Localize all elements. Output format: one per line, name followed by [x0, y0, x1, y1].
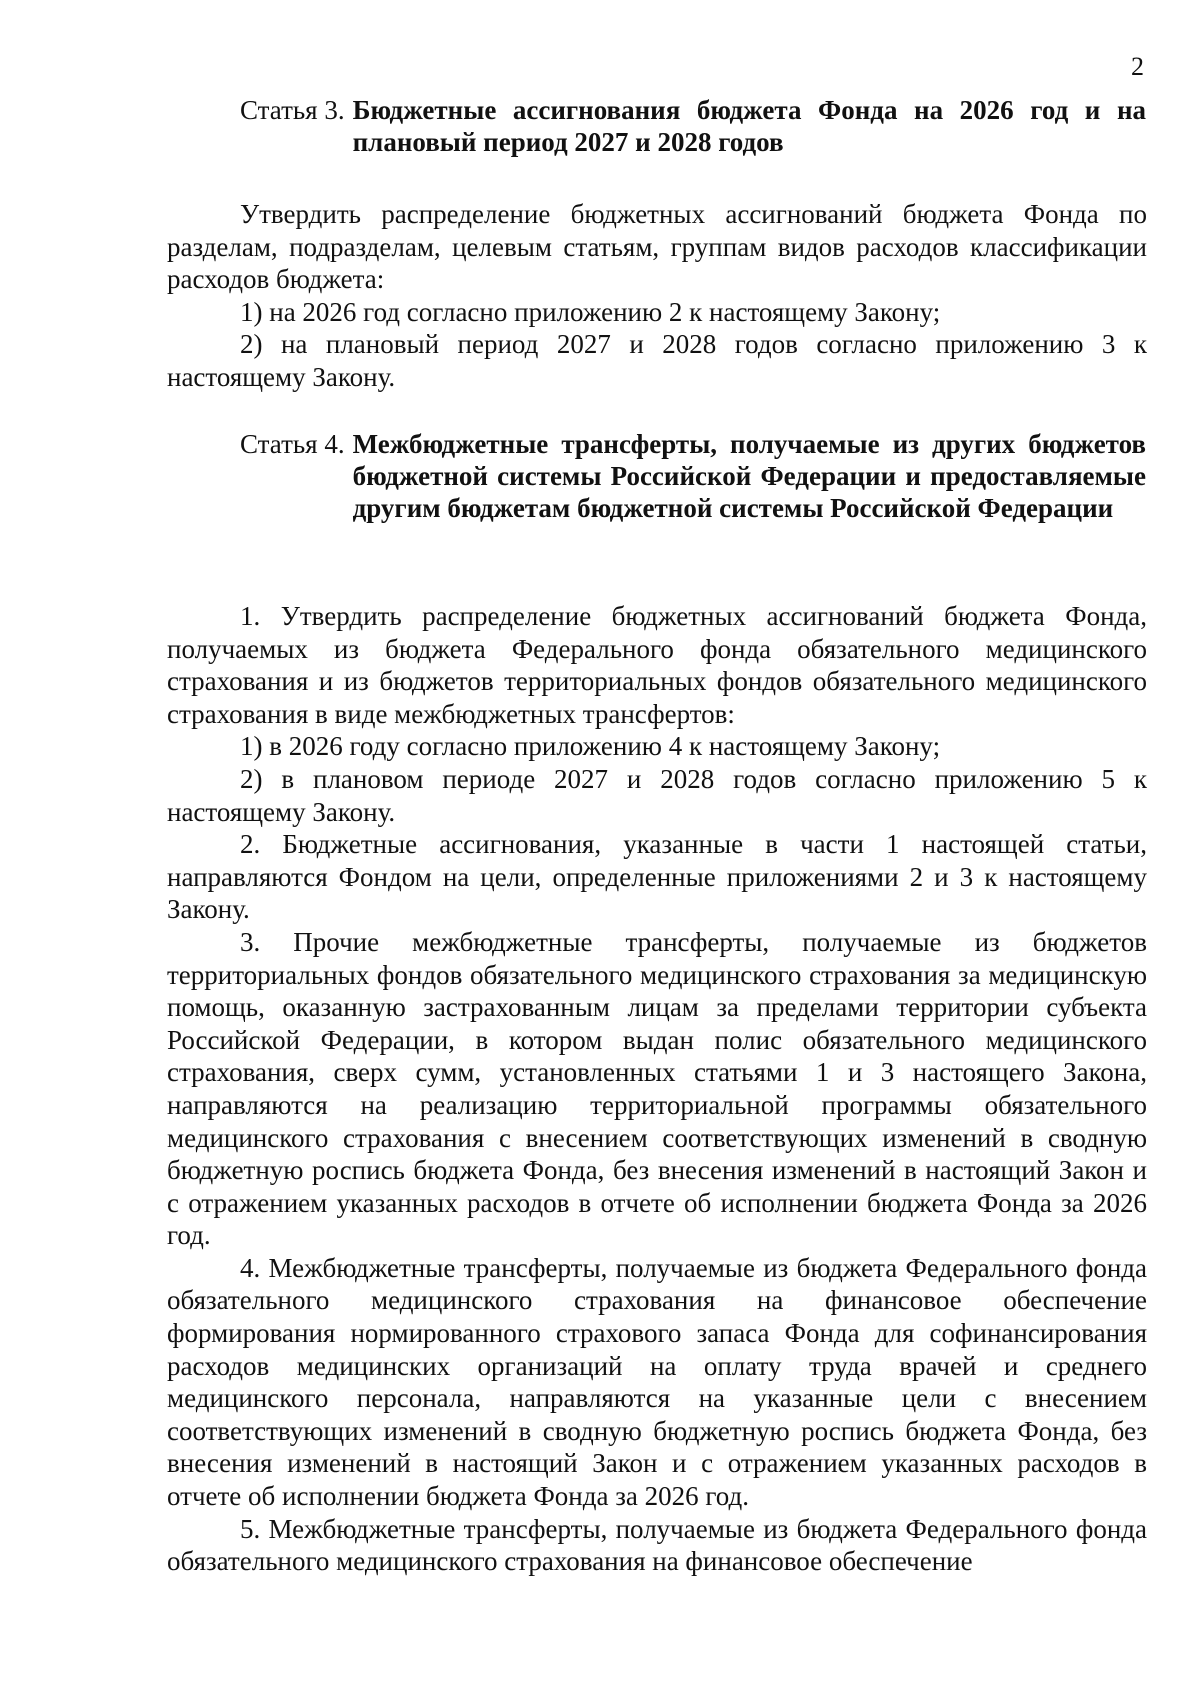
article-3-paragraph: Утвердить распределение бюджетных ассигнований бюджета Фонда по разделам, подразделам, целевым статьям, группам видов расходов классификации расходов бюджета:: [167, 199, 1147, 295]
article-4-paragraph: 1. Утвердить распределение бюджетных ассигнований бюджета Фонда, получаемых из бюджета Федерального фонда обязательного медицинского страхования и из бюджетов территориальных фондов обязательного медицинского страхования в виде межбюджетных трансфертов:: [167, 601, 1147, 729]
article-4-paragraph: 4. Межбюджетные трансферты, получаемые из бюджета Федерального фонда обязательного медицинского страхования на финансовое обеспечение формирования нормированного страхового запаса Фонда для софинансирования расходов медицинских организаций на оплату труда врачей и среднего медицинского персонала, направляются на указанные цели с внесением соответствующих изменений в сводную бюджетную роспись бюджета Фонда, без внесения изменений в настоящий Закон и с отражением указанных расходов в отчете об исполнении бюджета Фонда за 2026 год.: [167, 1252, 1147, 1512]
article-3-paragraph: 1) на 2026 год согласно приложению 2 к настоящему Закону;: [240, 296, 941, 327]
article-3-paragraph: 2) на плановый период 2027 и 2028 годов согласно приложению 3 к настоящему Закону.: [167, 329, 1147, 392]
article-4-paragraph: 2) в плановом периоде 2027 и 2028 годов согласно приложению 5 к настоящему Закону.: [167, 763, 1147, 827]
article-3-title: Бюджетные ассигнования бюджета Фонда на 2026 год и на плановый период 2027 и 2028 годов: [352, 95, 1146, 157]
article-4-body: [167, 600, 1147, 1578]
article-4-label: Статья 4.: [240, 429, 345, 459]
article-4-paragraph: 5. Межбюджетные трансферты, получаемые из бюджета Федерального фонда обязательного медицинского страхования на финансовое обеспечение: [167, 1513, 1147, 1577]
page-number: 2: [1131, 52, 1144, 81]
article-4-paragraph: 2. Бюджетные ассигнования, указанные в части 1 настоящей статьи, направляются Фондом на цели, определенные приложениями 2 и 3 к настоящему Закону.: [167, 829, 1147, 925]
article-3-label: Статья 3.: [240, 95, 345, 125]
article-4-paragraph: 1) в 2026 году согласно приложению 4 к настоящему Закону;: [240, 731, 941, 762]
article-3-body: [167, 198, 1147, 394]
article-4-paragraph: 3. Прочие межбюджетные трансферты, получаемые из бюджетов территориальных фондов обязательного медицинского страхования за медицинскую помощь, оказанную застрахованным лицам за пределами территории субъекта Российской Федерации, в котором выдан полис обязательного медицинского страхования, сверх сумм, установленных статьями 1 и 3 настоящего Закона, направляются на реализацию территориальной программы обязательного медицинского страхования с внесением соответствующих изменений в сводную бюджетную роспись бюджета Фонда, без внесения изменений в настоящий Закон и с отражением указанных расходов в отчете об исполнении бюджета Фонда за 2026 год.: [167, 926, 1147, 1251]
article-3-heading: [240, 94, 1146, 158]
article-4-heading: [240, 428, 1146, 524]
article-4-title: Межбюджетные трансферты, получаемые из других бюджетов бюджетной системы Российской Федерации и предоставляемые другим бюджетам бюджетной системы Российской Федерации: [352, 429, 1146, 523]
